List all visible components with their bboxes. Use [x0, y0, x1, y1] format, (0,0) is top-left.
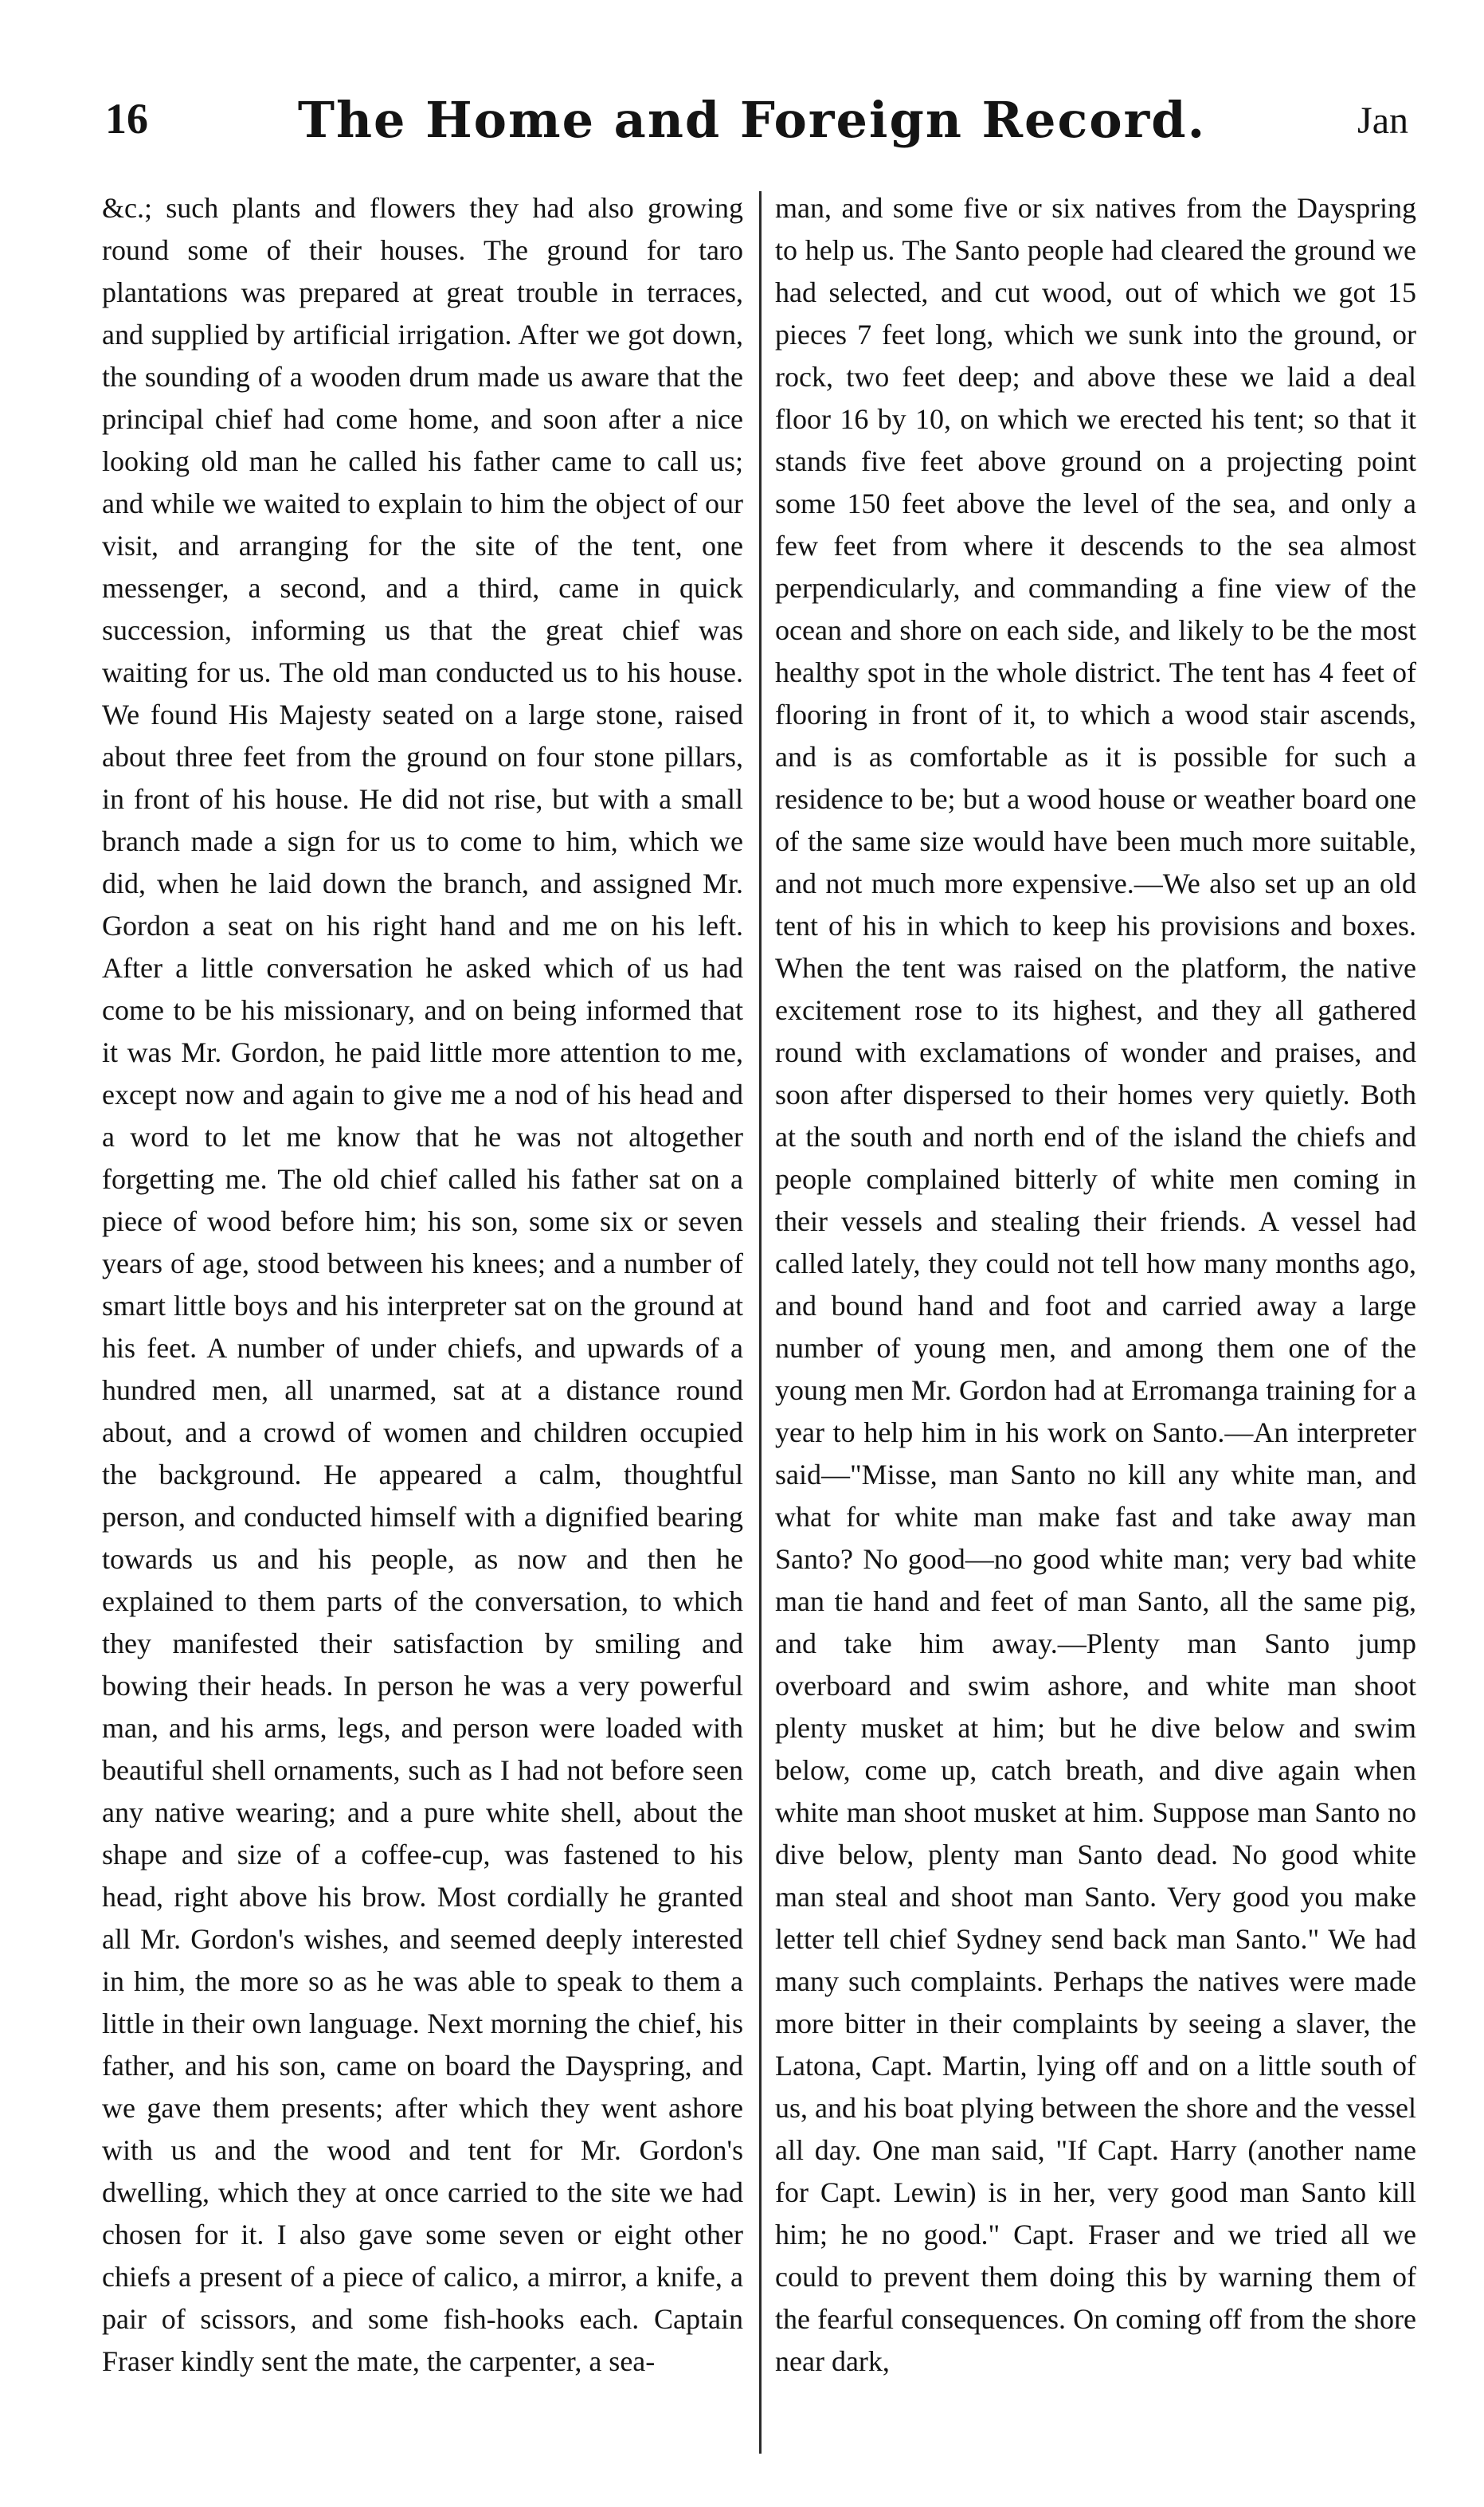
- left-column: [102, 187, 743, 2462]
- issue-month: Jan: [1357, 100, 1408, 142]
- page-header: [96, 88, 1408, 159]
- running-title: The Home and Foreign Record.: [297, 91, 1207, 149]
- right-column-text: man, and some five or six natives from the Dayspring to help us. The Santo people had cleared the ground we had selected, and cut wood, out of which we got 15 pieces 7 feet long, which we sunk into the ground, or rock, two feet deep; and above these we laid a deal floor 16 by 10, on which we erected his tent; so that it stands five feet above ground on a projecting point some 150 feet above the level of the sea, and only a few feet from where it descends to the sea almost perpendicularly, and commanding a fine view of the ocean and shore on each side, and likely to be the most healthy spot in the whole district. The tent has 4 feet of flooring in front of it, to which a wood stair ascends, and is as comfortable as it is possible for such a residence to be; but a wood house or weather board one of the same size would have been much more suitable, and not much more expensive.—We also set up an old tent of his in which to keep his provisions and boxes. When the tent was raised on the platform, the native excitement rose to its highest, and they all gathered round with exclamations of wonder and praises, and soon after dispersed to their homes very quietly. Both at the south and north end of the island the chiefs and people complained bitterly of white men coming in their vessels and stealing their friends. A vessel had called lately, they could not tell how many months ago, and bound hand and foot and carried away a large number of young men, and among them one of the young men Mr. Gordon had at Erromanga training for a year to help him in his work on Santo.—An interpreter said—"Misse, man Santo no kill any white man, and what for white man make fast and take away man Santo? No good—no good white man; very bad white man tie hand and feet of man Santo, all the same pig, and take him away.—Plenty man Santo jump overboard and swim ashore, and white man shoot plenty musket at him; but he dive below and swim below, come up, catch breath, and dive again when white man shoot musket at him. Suppose man Santo no dive below, plenty man Santo dead. No good white man steal and shoot man Santo. Very good you make letter tell chief Sydney send back man Santo." We had many such complaints. Perhaps the natives were made more bitter in their complaints by seeing a slaver, the Latona, Capt. Martin, lying off and on a little south of us, and his boat plying between the shore and the vessel all day. One man said, "If Capt. Harry (another name for Capt. Lewin) is in her, very good man Santo kill him; he no good." Capt. Fraser and we tried all we could to prevent them doing this by warning them of the fearful consequences. On coming off from the shore near dark,: [775, 192, 1416, 2377]
- page-number: 16: [105, 95, 148, 143]
- right-column: [775, 187, 1416, 2462]
- left-column-text: &c.; such plants and flowers they had also growing round some of their houses. The ground for taro plantations was prepared at great trouble in terraces, and supplied by artificial irrigation. After we got down, the sounding of a wooden drum made us aware that the principal chief had come home, and soon after a nice looking old man he called his father came to call us; and while we waited to explain to him the object of our visit, and arranging for the site of the tent, one messenger, a second, and a third, came in quick succession, informing us that the great chief was waiting for us. The old man conducted us to his house. We found His Majesty seated on a large stone, raised about three feet from the ground on four stone pillars, in front of his house. He did not rise, but with a small branch made a sign for us to come to him, which we did, when he laid down the branch, and assigned Mr. Gordon a seat on his right hand and me on his left. After a little conversation he asked which of us had come to be his missionary, and on being informed that it was Mr. Gordon, he paid little more attention to me, except now and again to give me a nod of his head and a word to let me know that he was not altogether forgetting me. The old chief called his father sat on a piece of wood before him; his son, some six or seven years of age, stood between his knees; and a number of smart little boys and his interpreter sat on the ground at his feet. A number of under chiefs, and upwards of a hundred men, all unarmed, sat at a distance round about, and a crowd of women and children occupied the background. He appeared a calm, thoughtful person, and conducted himself with a dignified bearing towards us and his people, as now and then he explained to them parts of the conversation, to which they manifested their satisfaction by smiling and bowing their heads. In person he was a very powerful man, and his arms, legs, and person were loaded with beautiful shell ornaments, such as I had not before seen any native wearing; and a pure white shell, about the shape and size of a coffee-cup, was fastened to his head, right above his brow. Most cordially he granted all Mr. Gordon's wishes, and seemed deeply interested in him, the more so as he was able to speak to them a little in their own language. Next morning the chief, his father, and his son, came on board the Dayspring, and we gave them presents; after which they went ashore with us and the wood and tent for Mr. Gordon's dwelling, which they at once carried to the site we had chosen for it. I also gave some seven or eight other chiefs a present of a piece of calico, a mirror, a knife, a pair of scissors, and some fish-hooks each. Captain Fraser kindly sent the mate, the carpenter, a sea-: [102, 192, 743, 2377]
- column-rule: [759, 191, 762, 2454]
